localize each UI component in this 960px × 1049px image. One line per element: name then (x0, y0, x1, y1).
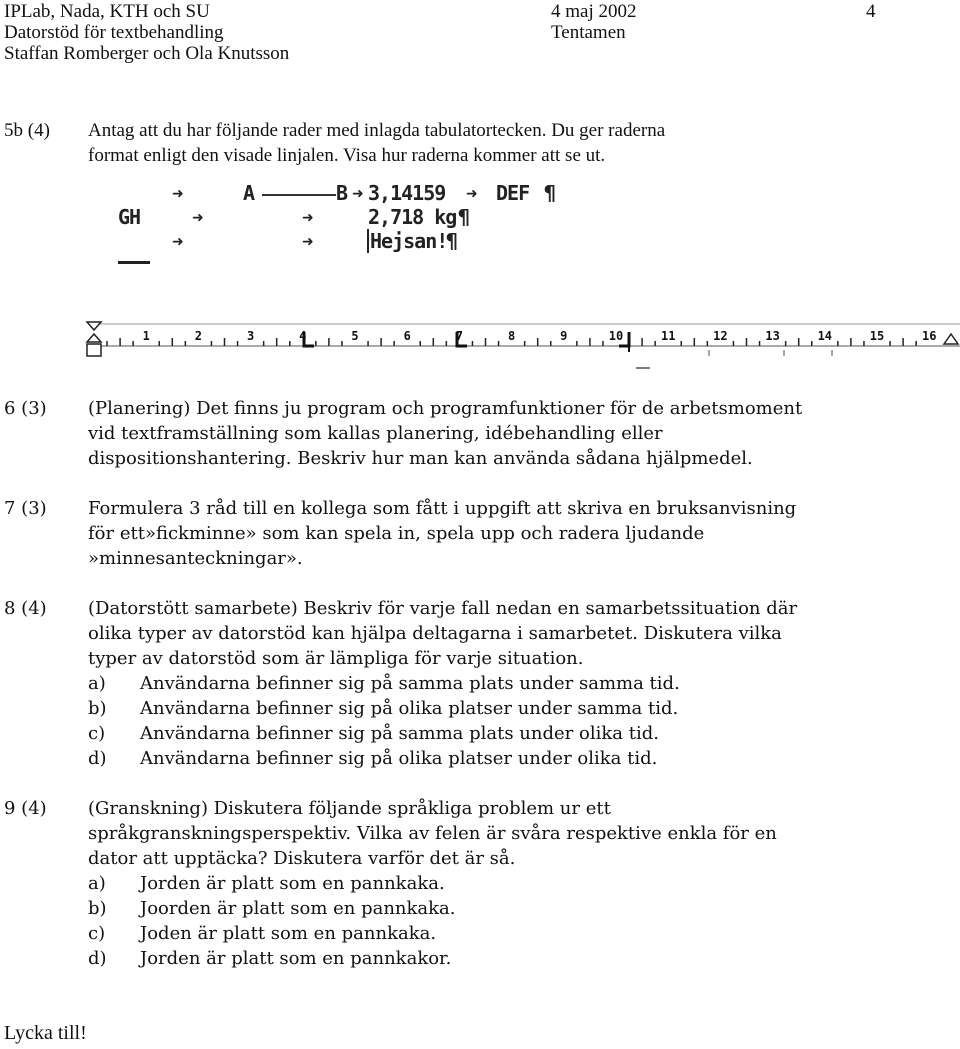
closing-text: Lycka till! (4, 1022, 87, 1044)
question-line: (Granskning) Diskutera följande språkliga problem ur ett (88, 798, 611, 819)
option-letter: c) (88, 923, 106, 944)
ruler-number: 16 (921, 329, 937, 343)
tab-text-number: 3,14159 (368, 181, 446, 205)
list-item (88, 921, 777, 946)
tab-arrow-icon: ➜ (172, 186, 184, 202)
header-authors: Staffan Romberger och Ola Knutsson (4, 43, 290, 64)
question-text (88, 796, 777, 971)
ruler-number: 14 (817, 329, 833, 343)
ruler-number: 15 (869, 329, 885, 343)
ruler-number: 8 (507, 329, 516, 343)
pilcrow-icon: ¶ (544, 181, 556, 205)
question-number: 9 (4) (4, 798, 47, 819)
question-line: typer av datorstöd som är lämpliga för varje situation. (88, 648, 584, 669)
question-text (88, 496, 796, 571)
ruler-number: 2 (194, 329, 203, 343)
option-text: Användarna befinner sig på samma plats under samma tid. (140, 673, 680, 694)
question-text (88, 118, 665, 168)
header-date: 4 maj 2002 (551, 1, 637, 22)
tab-leader-line (262, 194, 336, 196)
first-line-indent-marker[interactable] (87, 322, 101, 330)
page-number: 4 (866, 1, 876, 22)
question-text (88, 396, 802, 471)
question-line: (Datorstött samarbete) Beskriv för varje fall nedan en samarbetssituation där (88, 598, 798, 619)
tab-text-b: B (336, 181, 348, 205)
list-item (88, 871, 777, 896)
pilcrow-icon: ¶ (446, 229, 458, 253)
option-letter: b) (88, 898, 107, 919)
option-text: Joorden är platt som en pannkaka. (140, 898, 456, 919)
question-number: 6 (3) (4, 398, 47, 419)
header-course-lab: IPLab, Nada, KTH och SU (4, 1, 210, 22)
ruler-number: 3 (246, 329, 255, 343)
question-number: 8 (4) (4, 598, 47, 619)
list-item (88, 721, 797, 746)
question-line: »minnesanteckningar». (88, 548, 303, 569)
header-doc-type: Tentamen (551, 22, 626, 43)
text-cursor (367, 229, 369, 253)
question-number: 7 (3) (4, 498, 47, 519)
tab-text-a: A (243, 181, 255, 205)
tab-arrow-icon: ➜ (352, 186, 364, 202)
option-text: Jorden är platt som en pannkakor. (140, 948, 452, 969)
tab-text-def: DEF (496, 181, 530, 205)
question-line: vid textframställning som kallas planering, idébehandling eller (88, 423, 663, 444)
question-number: 5b (4) (4, 120, 50, 141)
option-text: Joden är platt som en pannkaka. (140, 923, 437, 944)
question-line: (Planering) Det finns ju program och programfunktioner för de arbetsmoment (88, 398, 803, 419)
list-item (88, 671, 797, 696)
list-item (88, 696, 797, 721)
tab-arrow-icon: ➜ (192, 210, 204, 226)
question-line: Antag att du har följande rader med inlagda tabulatortecken. Du ger raderna (88, 120, 666, 141)
ruler-number: 7 (455, 329, 464, 343)
ruler-number: 6 (403, 329, 411, 343)
question-line: dispositionshantering. Beskriv hur man kan använda sådana hjälpmedel. (88, 448, 753, 469)
option-letter: a) (88, 873, 106, 894)
question-line: format enligt den visade linjalen. Visa hur raderna kommer att se ut. (88, 145, 606, 166)
ruler-number: 9 (560, 329, 568, 343)
end-of-document-marker (118, 261, 150, 264)
ruler-number: 11 (660, 329, 676, 343)
option-letter: b) (88, 698, 107, 719)
question-line: språkgranskningsperspektiv. Vilka av felen är svåra respektive enkla för en (88, 823, 777, 844)
question-line: Formulera 3 råd till en kollega som fått i uppgift att skriva en bruksanvisning (88, 498, 797, 519)
question-line: olika typer av datorstöd kan hjälpa deltagarna i samarbetet. Diskutera vilka (88, 623, 782, 644)
question-line: dator att upptäcka? Diskutera varför det är så. (88, 848, 516, 869)
option-text: Användarna befinner sig på olika platser under olika tid. (140, 748, 658, 769)
left-tab-stop[interactable] (304, 332, 314, 346)
tab-text-kg: 2,718 kg (368, 205, 457, 229)
pilcrow-icon: ¶ (458, 205, 470, 229)
ruler-number: 4 (299, 329, 307, 343)
tab-text-hejsan: Hejsan! (370, 229, 448, 253)
list-item (88, 946, 777, 971)
option-letter: d) (88, 948, 107, 969)
tab-arrow-icon: ➜ (302, 234, 314, 250)
option-letter: a) (88, 673, 106, 694)
tab-arrow-icon: ➜ (172, 234, 184, 250)
option-letter: d) (88, 748, 107, 769)
tab-arrow-icon: ➜ (302, 210, 314, 226)
ruler-number: 12 (713, 329, 728, 343)
ruler-number: 5 (351, 329, 359, 343)
list-item (88, 746, 797, 771)
ruler-number: 10 (608, 329, 624, 343)
option-text: Användarna befinner sig på olika platser under samma tid. (140, 698, 679, 719)
question-line: för ett»fickminne» som kan spela in, spela upp och radera ljudande (88, 523, 705, 544)
list-item (88, 896, 777, 921)
tab-arrow-icon: ➜ (466, 186, 478, 202)
left-indent-marker[interactable] (87, 344, 101, 356)
right-indent-marker[interactable] (944, 334, 958, 344)
ruler-svg (84, 316, 960, 372)
option-text: Jorden är platt som en pannkaka. (140, 873, 445, 894)
ruler-number: 1 (142, 329, 150, 343)
option-letter: c) (88, 723, 106, 744)
question-text (88, 596, 797, 771)
tab-text-gh: GH (118, 205, 141, 229)
header-course-title: Datorstöd för textbehandling (4, 22, 224, 43)
option-text: Användarna befinner sig på samma plats under olika tid. (140, 723, 659, 744)
hanging-indent-marker[interactable] (87, 334, 101, 342)
ruler-number: 13 (765, 329, 780, 343)
